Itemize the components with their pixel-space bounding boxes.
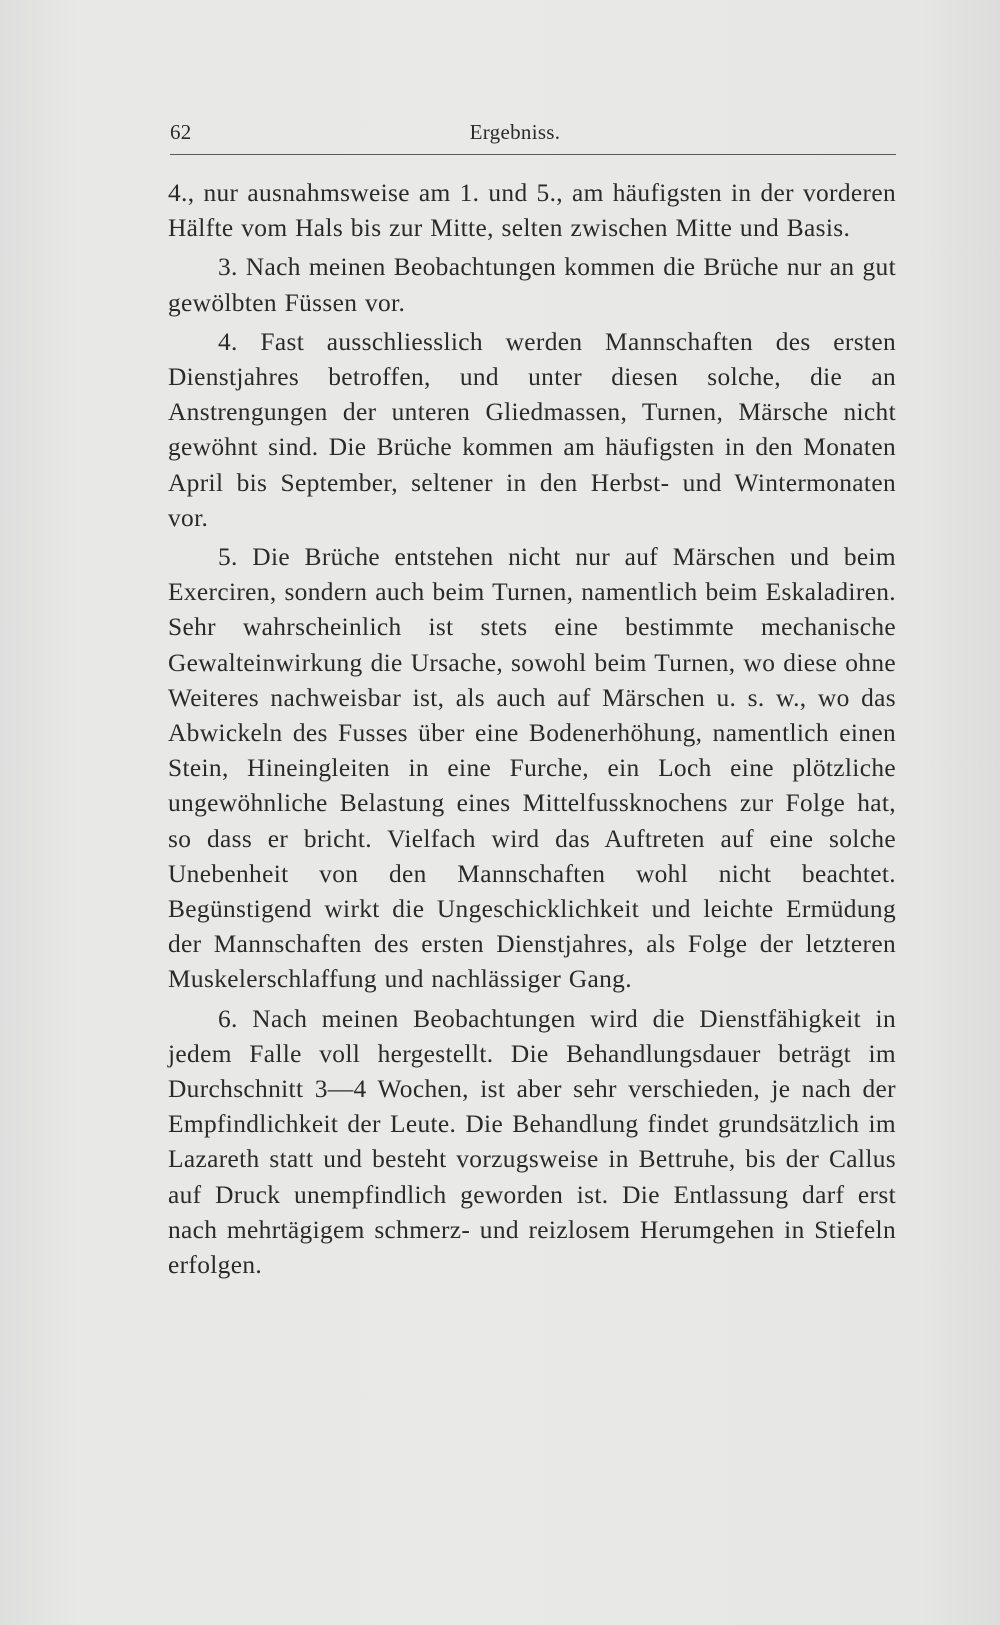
paragraph-3: 3. Nach meinen Beobachtungen kommen die Brüche nur an gut gewölbten Füssen vor. (168, 253, 896, 317)
paragraph-5: 5. Die Brüche entstehen nicht nur auf Märschen und beim Exerciren, sondern auch beim Turnen, namentlich beim Eskaladiren. Sehr wahrscheinlich ist stets eine bestimmte mechanische Gewalteinwirkung die Ursache, sowohl beim Turnen, wo diese ohne Weiteres nachweisbar ist, als auch auf Märschen u. s. w., wo das Abwickeln des Fusses über eine Bodenerhöhung, namentlich einen Stein, Hineingleiten in eine Furche, ein Loch eine plötzliche ungewöhnliche Belastung eines Mittelfussknochens zur Folge hat, so dass er bricht. Vielfach wird das Auftreten auf eine solche Unebenheit von den Mannschaften wohl nicht beachtet. Begünstigend wirkt die Ungeschicklichkeit und leichte Ermüdung der Mannschaften des ersten Dienstjahres, als Folge der letzteren Muskelerschlaffung und nachlässiger Gang. (168, 543, 896, 994)
paragraph-6: 6. Nach meinen Beobachtungen wird die Dienstfähigkeit in jedem Falle voll hergestellt. Die Behandlungsdauer beträgt im Durchschnitt 3—4 Wochen, ist aber sehr verschieden, je nach der Empfindlichkeit der Leute. Die Behandlung findet grundsätzlich im Lazareth statt und besteht vorzugsweise in Bettruhe, bis der Callus auf Druck unempfindlich geworden ist. Die Entlassung darf erst nach mehrtägigem schmerz- und reizlosem Herumgehen in Stiefeln erfolgen. (168, 1004, 896, 1280)
running-head: Ergebniss. (469, 120, 561, 144)
page-header (170, 118, 896, 154)
header-rule (170, 154, 896, 155)
page-number: 62 (170, 120, 192, 144)
paragraph-continuation: 4., nur ausnahmsweise am 1. und 5., am häufigsten in der vorderen Hälfte vom Hals bis zur Mitte, selten zwischen Mitte und Basis. (168, 179, 896, 243)
paragraph-4: 4. Fast ausschliesslich werden Mannschaften des ersten Dienstjahres betroffen, und unter diesen solche, die an Anstrengungen der unteren Gliedmassen, Turnen, Märsche nicht gewöhnt sind. Die Brüche kommen am häufigsten in den Monaten April bis September, seltener in den Herbst- und Wintermonaten vor. (168, 327, 896, 532)
body-text (168, 176, 896, 1287)
